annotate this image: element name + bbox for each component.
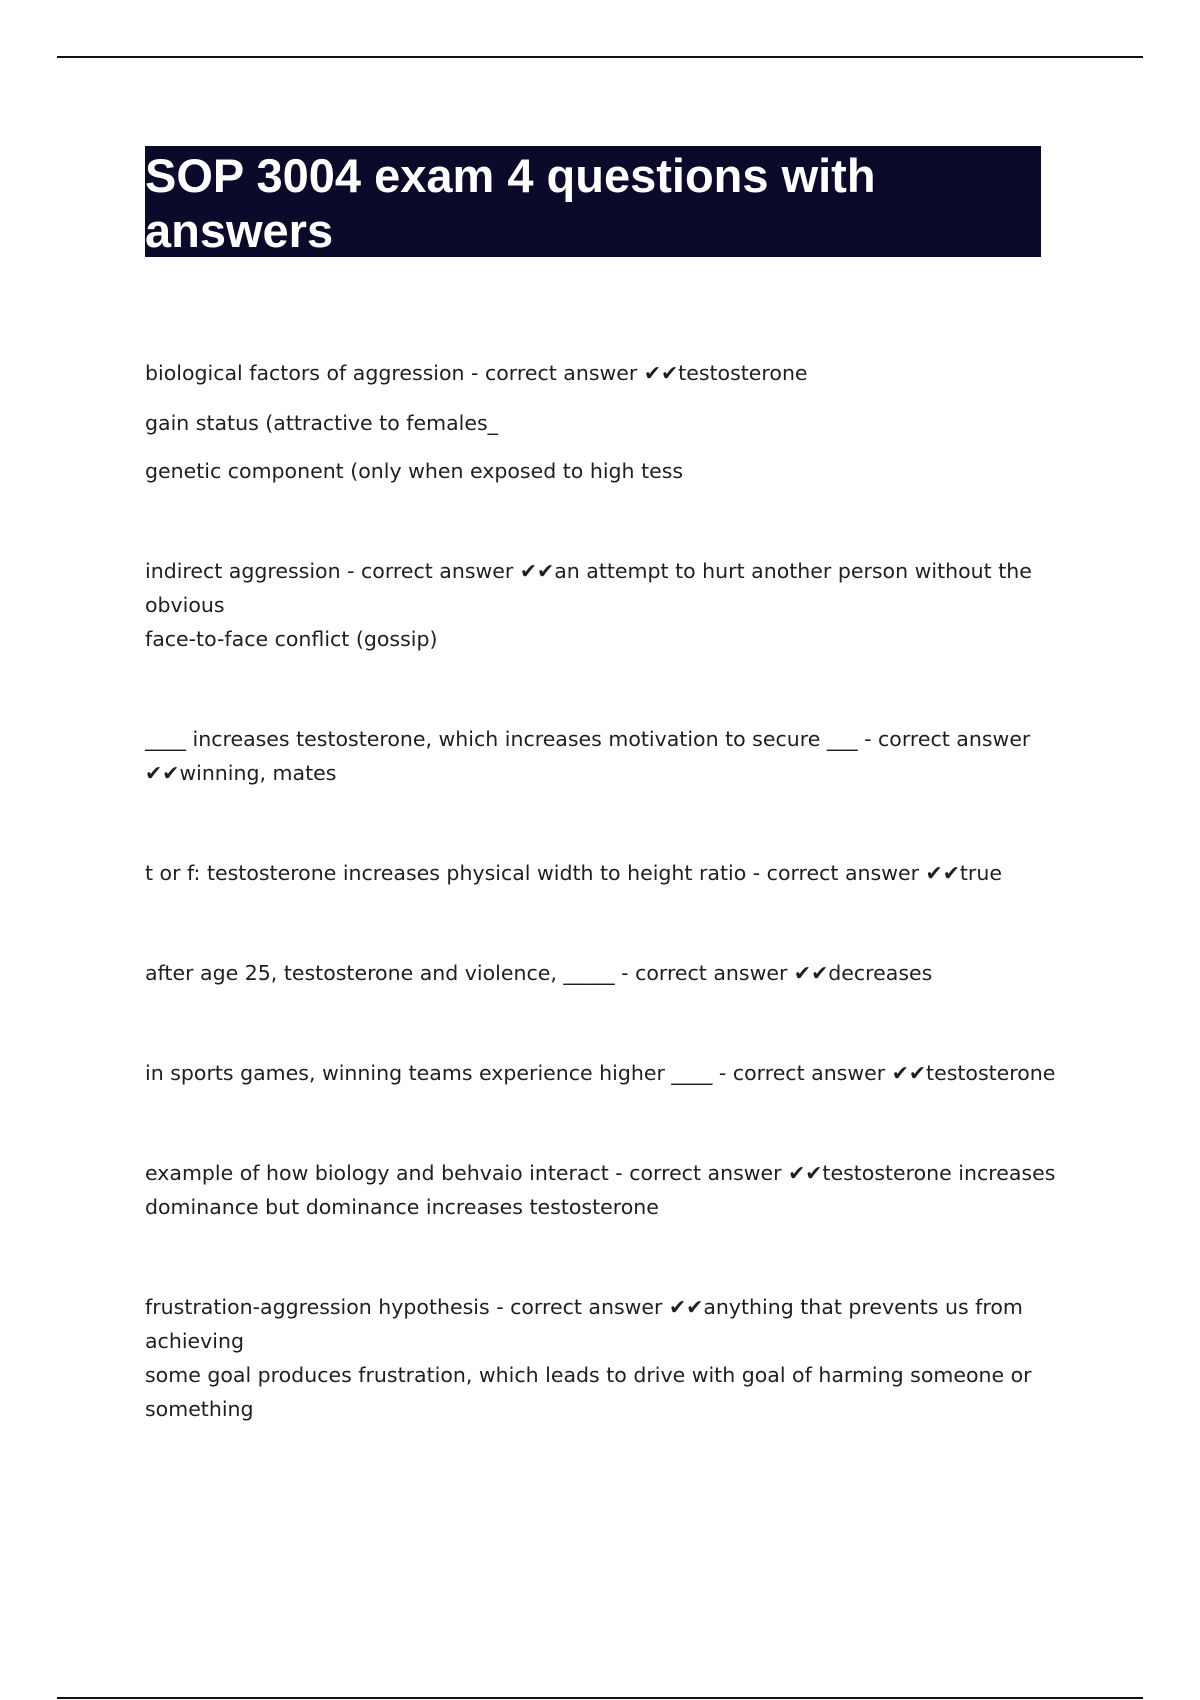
entry-line: in sports games, winning teams experience higher ____ - correct answer ✔✔testosterone <box>145 1061 1056 1085</box>
bottom-rule <box>57 1697 1143 1699</box>
entry-line: dominance but dominance increases testosterone <box>145 1195 659 1219</box>
qa-entry <box>145 1290 1095 1426</box>
entry-line: gain status (attractive to females_ <box>145 411 498 435</box>
document-title: SOP 3004 exam 4 questions with answers <box>145 149 876 257</box>
qa-entry <box>145 956 1095 990</box>
qa-content <box>145 356 1095 1426</box>
entry-line: frustration-aggression hypothesis - correct answer ✔✔anything that prevents us from achieving <box>145 1295 1023 1353</box>
entry-line: t or f: testosterone increases physical width to height ratio - correct answer ✔✔true <box>145 861 1002 885</box>
qa-entry <box>145 1056 1095 1090</box>
top-rule <box>57 56 1143 58</box>
qa-entry <box>145 722 1095 790</box>
qa-entry <box>145 1156 1095 1224</box>
entry-line: ____ increases testosterone, which increases motivation to secure ___ - correct answer <box>145 727 1031 751</box>
entry-line: some goal produces frustration, which leads to drive with goal of harming someone or <box>145 1363 1032 1387</box>
entry-line: something <box>145 1397 254 1421</box>
entry-line: face-to-face conflict (gossip) <box>145 627 438 651</box>
entry-line: biological factors of aggression - correct answer ✔✔testosterone <box>145 361 808 385</box>
qa-entry <box>145 454 1095 488</box>
entry-line: genetic component (only when exposed to high tess <box>145 459 684 483</box>
title-banner <box>145 146 1041 257</box>
entry-line: indirect aggression - correct answer ✔✔an attempt to hurt another person without the obvious <box>145 559 1032 617</box>
entry-line: example of how biology and behvaio interact - correct answer ✔✔testosterone increases <box>145 1161 1056 1185</box>
qa-entry <box>145 356 1095 390</box>
qa-entry <box>145 856 1095 890</box>
qa-entry <box>145 554 1095 656</box>
entry-line: ✔✔winning, mates <box>145 761 337 785</box>
entry-line: after age 25, testosterone and violence, _____ - correct answer ✔✔decreases <box>145 961 933 985</box>
qa-entry <box>145 406 1095 440</box>
